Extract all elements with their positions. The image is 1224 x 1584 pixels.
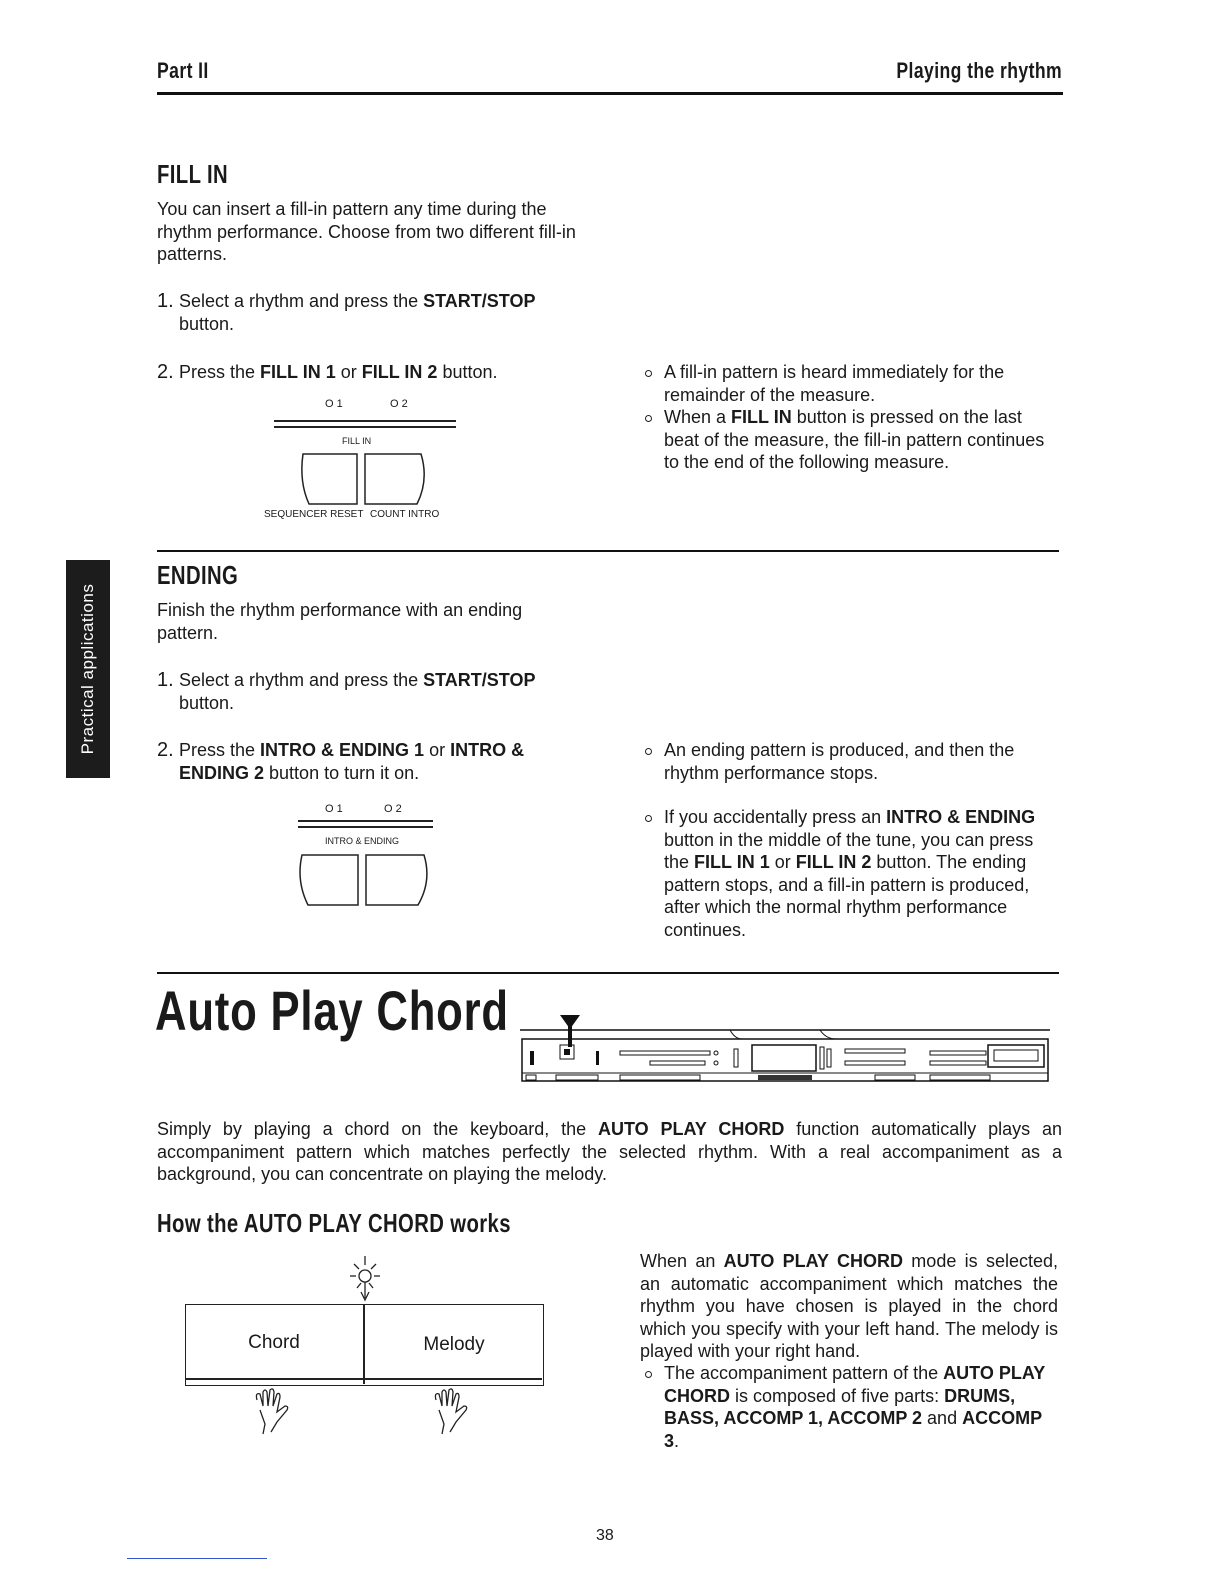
control-panel-illustration [520, 1015, 1052, 1087]
intro-ending-led-1: O 1 [325, 803, 343, 815]
ending-intro: Finish the rhythm performance with an ending pattern. [157, 600, 523, 643]
list-item: An ending pattern is produced, and then the rhythm performance stops. [640, 739, 1060, 784]
fill-in-button-diagram [264, 395, 460, 525]
footer-line [127, 1558, 267, 1559]
lamp-icon [340, 1248, 390, 1306]
list-item: The accompaniment pattern of the AUTO PLAY CHORD is composed of five parts: DRUMS, BASS, ACCOMP 1, ACCOMP 2 and ACCOMP 3. [640, 1362, 1058, 1452]
page-number: 38 [596, 1527, 614, 1544]
list-item: If you accidentally press an INTRO & ENDING button in the middle of the tune, you can press the FILL IN 1 or FILL IN 2 button. The ending pattern stops, and a fill-in pattern is produced, after which the normal rhythm performance continues. [640, 806, 1060, 941]
ending-step-1: 1. Select a rhythm and press the START/STOP button. [157, 669, 536, 713]
ending-notes [640, 739, 1060, 941]
fill-in-step-1: 1. Select a rhythm and press the START/STOP button. [157, 290, 536, 334]
fill-in-led-1: O 1 [325, 398, 343, 410]
fill-in-1-button [302, 454, 357, 504]
intro-ending-1-button [300, 855, 358, 905]
right-hand-icon [430, 1388, 474, 1438]
count-intro-label: COUNT INTRO [370, 509, 440, 520]
left-hand-icon [251, 1388, 295, 1438]
side-tab-label: Practical applications [78, 583, 97, 755]
side-tab [66, 560, 110, 778]
auto-play-subheading: How the AUTO PLAY CHORD works [157, 1208, 511, 1238]
auto-play-notes [640, 1362, 1058, 1452]
list-item: A fill-in pattern is heard immediately for the remainder of the measure. [640, 361, 1060, 406]
auto-play-chord-title: Auto Play Chord [155, 979, 509, 1042]
ending-step-2: 2. Press the INTRO & ENDING 1 or INTRO & ENDING 2 button to turn it on. [157, 739, 525, 783]
chapter-title: Playing the rhythm [896, 58, 1062, 83]
sequencer-reset-label: SEQUENCER RESET [264, 509, 364, 520]
intro-ending-2-button [366, 855, 427, 905]
fill-in-diagram-label: FILL IN [342, 436, 372, 446]
section-divider [157, 550, 1059, 552]
fill-in-intro: You can insert a fill-in pattern any time during the rhythm performance. Choose from two different fill-in patterns. [157, 199, 576, 264]
section-divider [157, 972, 1059, 974]
header-rule [157, 92, 1063, 95]
fill-in-heading: FILL IN [157, 159, 229, 189]
intro-ending-button-diagram [290, 797, 440, 912]
fill-in-led-2: O 2 [390, 398, 408, 410]
part-label: Part II [157, 58, 209, 83]
intro-ending-label: INTRO & ENDING [325, 836, 400, 846]
ending-heading: ENDING [157, 560, 239, 590]
fill-in-2-button [365, 454, 424, 504]
intro-ending-led-2: O 2 [384, 803, 402, 815]
list-item: When a FILL IN button is pressed on the last beat of the measure, the fill-in pattern continues to the end of the following measure. [640, 406, 1060, 474]
fill-in-notes [640, 361, 1060, 474]
auto-play-description: When an AUTO PLAY CHORD mode is selected, an automatic accompaniment which matches the rhythm you have chosen is played in the chord which you specify with your left hand. The melody is played with your right hand. [640, 1251, 1059, 1361]
keyboard-split-diagram [185, 1248, 545, 1438]
auto-play-intro: Simply by playing a chord on the keyboard, the AUTO PLAY CHORD function automatically plays an accompaniment pattern which matches perfectly the selected rhythm. With a real accompaniment as a background, you can concentrate on playing the melody. [157, 1119, 1062, 1184]
chord-zone-label: Chord [248, 1332, 300, 1353]
melody-zone-label: Melody [423, 1334, 485, 1355]
fill-in-step-2: 2. Press the FILL IN 1 or FILL IN 2 button. [157, 361, 498, 383]
